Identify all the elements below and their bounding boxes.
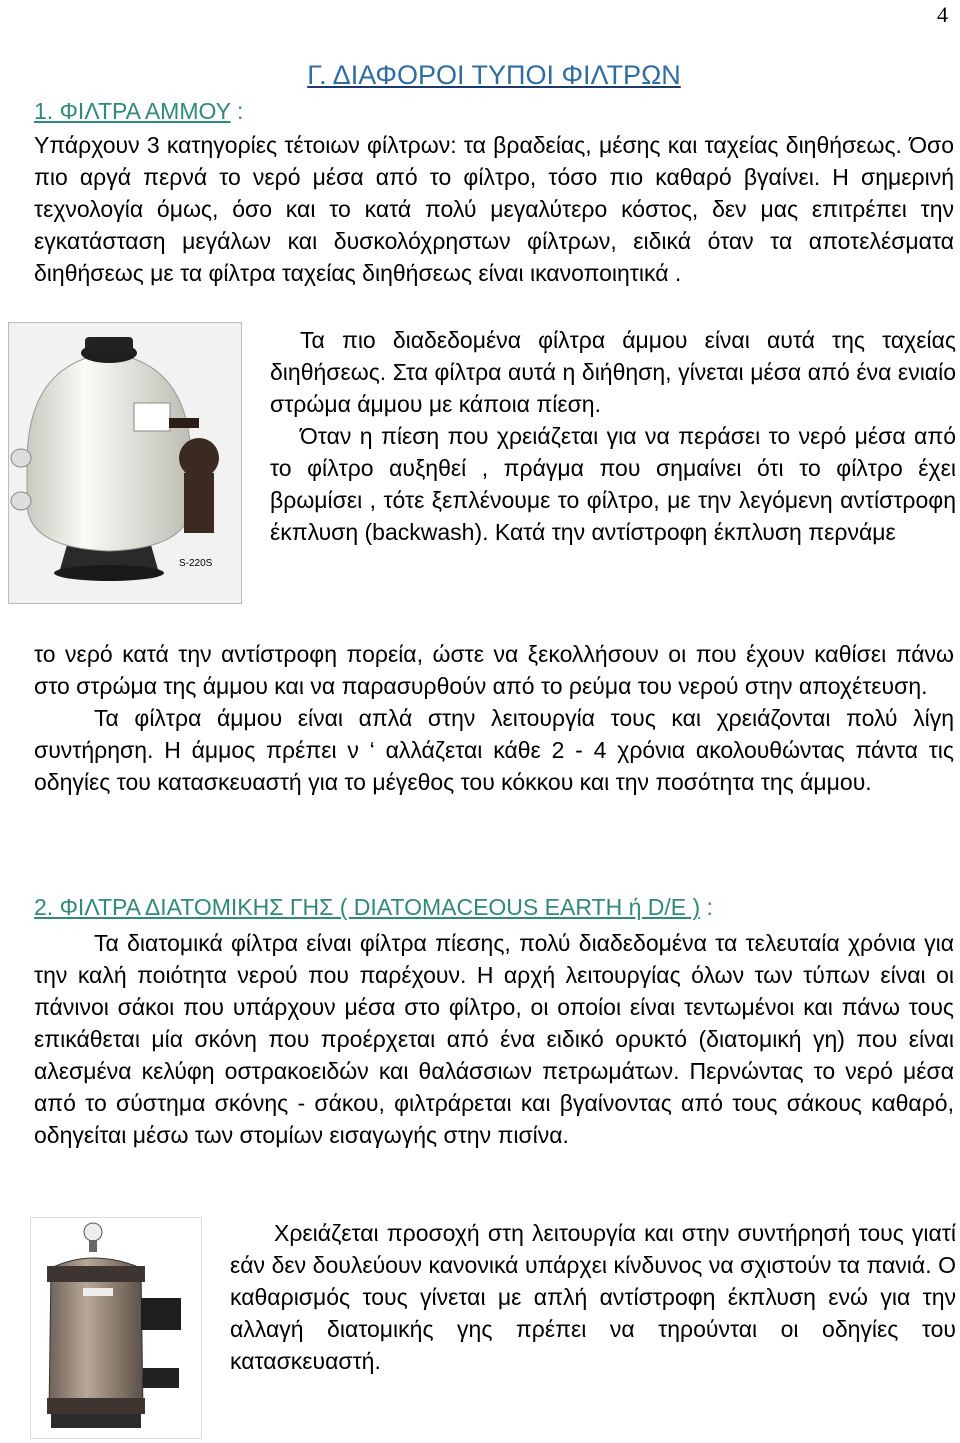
section1-heading-text: 1. ΦΙΛΤΡΑ ΑΜΜΟΥ (34, 98, 231, 124)
image-label: S-220S (179, 558, 213, 569)
sand-filter-illustration (9, 323, 241, 603)
section1-heading (34, 98, 243, 125)
section1-side-p1: Τα πιο διαδεδομένα φίλτρα άμμου είναι αυτά της ταχείας διηθήσεως. Στα φίλτρα αυτά η διήθηση, γίνεται μέσα από ένα ενιαίο στρώμα άμμου με κάποια πίεση. (270, 327, 956, 417)
sand-filter-image (8, 322, 242, 604)
section1-intro (34, 129, 954, 289)
section1-continuation (34, 638, 954, 798)
section1-side-p2: Όταν η πίεση που χρειάζεται για να περάσει το νερό μέσα από το φίλτρο αυξηθεί , πράγμα που σημαίνει ότι το φίλτρο έχει βρωμίσει , τότε ξεπλένουμε το φίλτρο, με την λεγόμενη αντίστροφη έκπλυση (backwash). Κατά την αντίστροφη έκπλυση περνάμε (270, 423, 956, 545)
section1-cont-text: το νερό κατά την αντίστροφη πορεία, ώστε να ξεκολλήσουν οι που έχουν καθίσει πάνω στο στρώμα της άμμου και να παρασυρθούν από το ρεύμα του νερού στην αποχέτευση. (34, 641, 954, 699)
section1-heading-suffix: : (230, 98, 244, 124)
section2-heading-suffix: : (700, 894, 713, 920)
page-title-text: Γ. ΔΙΑΦΟΡΟΙ ΤΥΠΟΙ ΦΙΛΤΡΩΝ (307, 60, 681, 90)
section2-side-text: Χρειάζεται προσοχή στη λειτουργία και στην συντήρησή τους γιατί εάν δεν δουλεύουν κανονικά υπάρχει κίνδυνος να σχιστούν τα πανιά. Ο καθαρισμός τους γίνεται με απλή αντίστροφη έκπλυση ενώ για την αλλαγή διατομικής γης πρέπει να τηρούνται οι οδηγίες του κατασκευαστή. (230, 1220, 956, 1374)
section1-side (270, 324, 956, 548)
de-filter-image (30, 1217, 202, 1439)
section2-heading-text: 2. ΦΙΛΤΡΑ ΔΙΑΤΟΜΙΚΗΣ ΓΗΣ ( DIATOMACEOUS EARTH ή D/E ) (34, 894, 701, 920)
section2-side (230, 1217, 956, 1377)
page-title (0, 60, 960, 91)
section2-body-text: Τα διατομικά φίλτρα είναι φίλτρα πίεσης, πολύ διαδεδομένα τα τελευταία χρόνια για την καλή ποιότητα νερού που παρέχουν. Η αρχή λειτουργίας όλων των τύπων είναι οι πάνινοι σάκοι που υπάρχουν μέσα στο φίλτρο, οι οποίοι είναι τεντωμένοι και πάνω τους επικάθεται μία σκόνη που προέρχεται από ένα ειδικό ορυκτό (διατομική γη) που είναι αλεσμένα κελύφη οστρακοειδών και θαλάσσιων πετρωμάτων. Περνώντας το νερό μέσα από το σύστημα σκόνης - σάκου, φιλτράρεται και βγαίνοντας από τους σάκους καθαρό, οδηγείται μέσω των στομίων εισαγωγής στην πισίνα. (34, 930, 954, 1148)
page-number: 4 (937, 2, 948, 27)
section2-heading (34, 894, 713, 921)
de-filter-illustration (31, 1218, 201, 1438)
section2-body (34, 927, 954, 1151)
section1-intro-text: Υπάρχουν 3 κατηγορίες τέτοιων φίλτρων: τα βραδείας, μέσης και ταχείας διηθήσεως. Όσο πιο αργά περνά το νερό μέσα από το φίλτρο, τόσο πιο καθαρό βγαίνει. Η σημερινή τεχνολογία όμως, όσο και το κατά πολύ μεγαλύτερο κόστος, δεν μας επιτρέπει την εγκατάσταση μεγάλων και δυσκολόχρηστων φίλτρων, ειδικά όταν τα αποτελέσματα διηθήσεως με τα φίλτρα ταχείας διηθήσεως είναι ικανοποιητικά . (34, 132, 954, 286)
section1-maintenance-text: Τα φίλτρα άμμου είναι απλά στην λειτουργία τους και χρειάζονται πολύ λίγη συντήρηση. Η άμμος πρέπει ν ‘ αλλάζεται κάθε 2 - 4 χρόνια ακολουθώντας πάντα τις οδηγίες του κατασκευαστή για το μέγεθος του κόκκου και την ποσότητα της άμμου. (34, 705, 954, 795)
